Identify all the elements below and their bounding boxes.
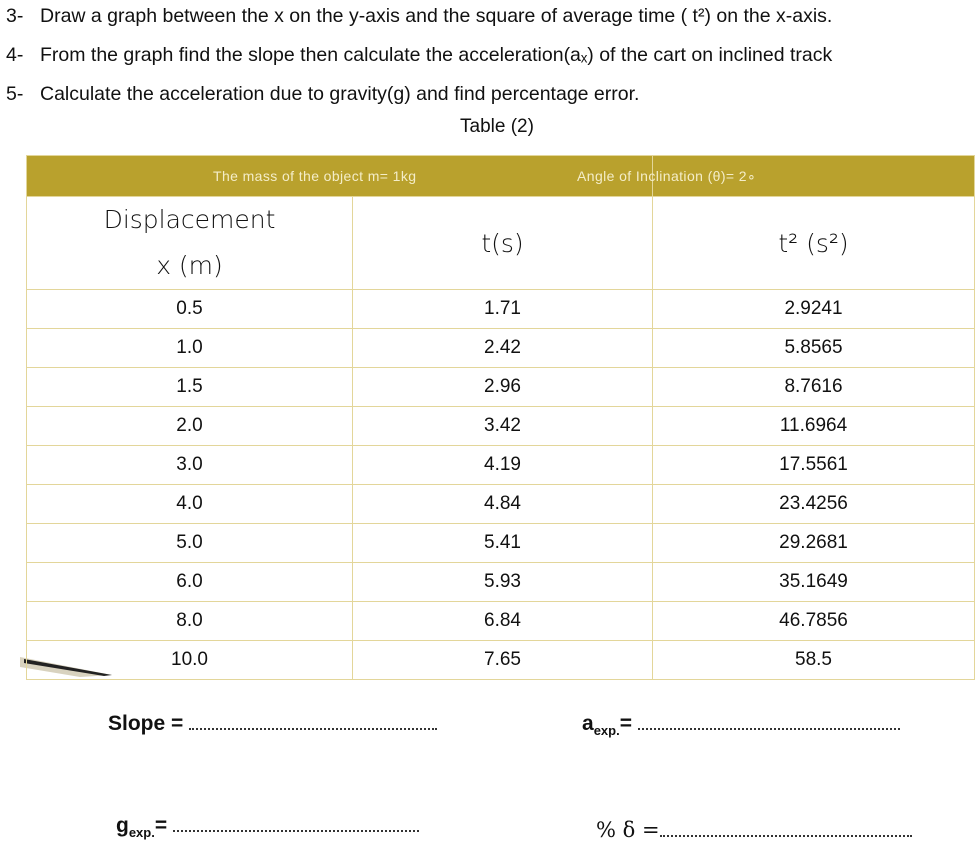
percent-error-blank[interactable]	[660, 821, 912, 837]
instruction-4	[6, 44, 832, 67]
percent-error-answer	[596, 818, 912, 842]
table-row	[27, 368, 975, 407]
slope-label: Slope =	[108, 712, 184, 735]
cell-t: 3.42	[353, 407, 653, 446]
table-row	[27, 563, 975, 602]
table-row	[27, 446, 975, 485]
angle-label: Angle of Inclination (θ)= 2∘	[577, 168, 757, 184]
cell-x: 3.0	[27, 446, 353, 485]
cell-t2: 11.6964	[653, 407, 975, 446]
aexp-symbol: a	[582, 712, 594, 735]
gexp-equals: =	[154, 814, 168, 837]
cell-x: 10.0	[27, 641, 353, 680]
instruction-5	[6, 83, 639, 106]
cell-x: 1.0	[27, 329, 353, 368]
table-row	[27, 290, 975, 329]
percent-error-label: % δ =	[596, 818, 660, 842]
cell-t: 5.41	[353, 524, 653, 563]
gexp-blank[interactable]	[173, 816, 419, 832]
cell-t: 2.96	[353, 368, 653, 407]
instruction-3	[6, 5, 832, 28]
data-table	[26, 155, 975, 680]
cell-t2: 2.9241	[653, 290, 975, 329]
aexp-blank[interactable]	[638, 714, 900, 730]
instruction-text: Calculate the acceleration due to gravity(g) and find percentage error.	[40, 83, 640, 105]
cell-x: 8.0	[27, 602, 353, 641]
aexp-subscript: exp.	[593, 723, 620, 739]
cell-x: 6.0	[27, 563, 353, 602]
instruction-number: 4-	[6, 44, 24, 66]
column-headers	[27, 197, 975, 290]
cell-x: 4.0	[27, 485, 353, 524]
header-time-squared: t² (s²)	[653, 197, 975, 290]
cell-t: 4.19	[353, 446, 653, 485]
gexp-symbol: g	[116, 814, 129, 837]
cell-t: 4.84	[353, 485, 653, 524]
table-row	[27, 485, 975, 524]
header-displacement-line2: x (m)	[156, 251, 223, 280]
cell-x: 0.5	[27, 290, 353, 329]
instruction-number: 5-	[6, 83, 24, 105]
header-displacement	[27, 197, 353, 290]
cell-t2: 5.8565	[653, 329, 975, 368]
gexp-answer	[116, 814, 419, 840]
cell-t2: 17.5561	[653, 446, 975, 485]
cell-t2: 58.5	[653, 641, 975, 680]
table-row	[27, 407, 975, 446]
header-displacement-line1: Displacement	[103, 205, 276, 234]
cell-t: 6.84	[353, 602, 653, 641]
cell-t2: 29.2681	[653, 524, 975, 563]
instruction-text: From the graph find the slope then calculate the acceleration(aₓ) of the cart on inclined track	[40, 44, 833, 66]
aexp-equals: =	[619, 712, 632, 735]
slope-answer	[108, 712, 437, 736]
cell-t: 1.71	[353, 290, 653, 329]
table-row	[27, 641, 975, 680]
aexp-answer	[582, 712, 900, 738]
instruction-number: 3-	[6, 5, 24, 27]
cell-t2: 46.7856	[653, 602, 975, 641]
table-header-band	[27, 156, 975, 197]
table-caption: Table (2)	[460, 116, 534, 137]
cell-t: 7.65	[353, 641, 653, 680]
table-row	[27, 524, 975, 563]
slope-blank[interactable]	[189, 714, 437, 730]
cell-x: 5.0	[27, 524, 353, 563]
gexp-subscript: exp.	[128, 825, 155, 841]
cell-t: 5.93	[353, 563, 653, 602]
cell-t: 2.42	[353, 329, 653, 368]
header-time: t(s)	[353, 197, 653, 290]
instruction-text: Draw a graph between the x on the y-axis and the square of average time ( t²) on the x-axis.	[40, 5, 833, 27]
cell-t2: 8.7616	[653, 368, 975, 407]
table-row	[27, 329, 975, 368]
angle-cell	[577, 156, 975, 197]
cell-t2: 23.4256	[653, 485, 975, 524]
cell-x: 1.5	[27, 368, 353, 407]
table-row	[27, 602, 975, 641]
cell-t2: 35.1649	[653, 563, 975, 602]
mass-label: The mass of the object m= 1kg	[27, 156, 653, 197]
cell-x: 2.0	[27, 407, 353, 446]
